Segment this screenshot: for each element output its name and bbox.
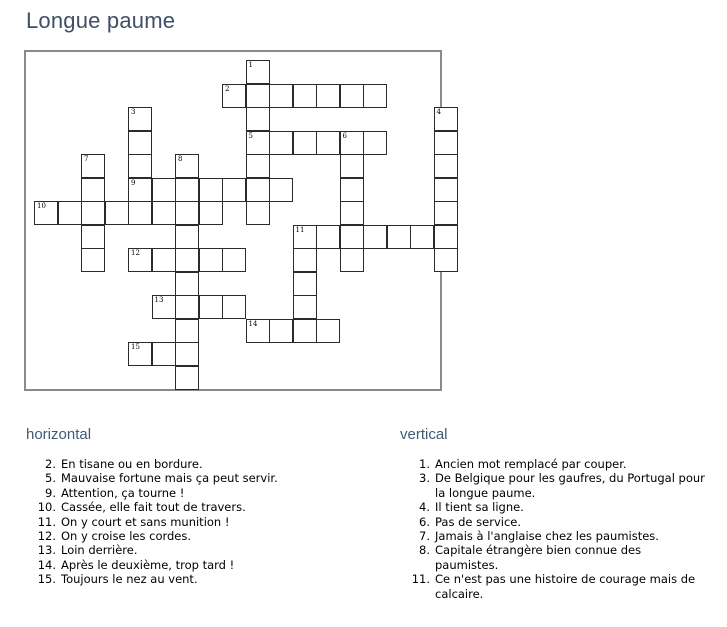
clue-number: 13. <box>37 543 56 558</box>
grid-cell[interactable] <box>316 225 340 249</box>
clue-item <box>26 558 356 572</box>
grid-cell[interactable] <box>293 319 317 343</box>
grid-cell[interactable] <box>246 319 270 343</box>
cell-number: 1 <box>248 61 253 69</box>
grid-cell[interactable] <box>434 154 458 178</box>
clue-number: 11. <box>411 572 430 587</box>
grid-cell[interactable] <box>175 366 199 390</box>
grid-cell[interactable] <box>175 272 199 296</box>
grid-cell[interactable] <box>152 178 176 202</box>
clue-text: Jamais à l'anglaise chez les paumistes. <box>435 529 659 544</box>
clue-text: Toujours le nez au vent. <box>61 572 198 587</box>
clue-item <box>26 515 356 529</box>
grid-cell[interactable] <box>316 319 340 343</box>
grid-cell[interactable] <box>363 131 387 155</box>
grid-cell[interactable] <box>316 131 340 155</box>
grid-cell[interactable] <box>246 107 270 131</box>
grid-cell[interactable] <box>128 178 152 202</box>
grid-cell[interactable] <box>58 201 82 225</box>
clue-text: Après le deuxième, trop tard ! <box>61 557 235 572</box>
grid-cell[interactable] <box>246 178 270 202</box>
grid-cell[interactable] <box>340 178 364 202</box>
grid-cell[interactable] <box>175 225 199 249</box>
grid-cell[interactable] <box>340 154 364 178</box>
cell-number: 13 <box>154 296 164 304</box>
clue-item <box>26 471 356 485</box>
cell-number: 3 <box>131 108 136 116</box>
grid-cell[interactable] <box>222 295 246 319</box>
clue-item <box>26 486 356 500</box>
grid-cell[interactable] <box>175 342 199 366</box>
grid-cell[interactable] <box>128 342 152 366</box>
grid-cell[interactable] <box>222 178 246 202</box>
clue-number: 10. <box>37 500 56 515</box>
clue-text: Cassée, elle fait tout de travers. <box>61 500 246 515</box>
grid-cell[interactable] <box>128 201 152 225</box>
grid-cell[interactable] <box>316 84 340 108</box>
grid-cell[interactable] <box>363 225 387 249</box>
clue-item <box>400 500 705 514</box>
clue-number: 1. <box>419 457 430 471</box>
grid-cell[interactable] <box>269 319 293 343</box>
grid-cell[interactable] <box>246 131 270 155</box>
clue-item <box>26 457 356 471</box>
grid-cell[interactable] <box>199 248 223 272</box>
clue-text: Ce n'est pas une histoire de courage mais de calcaire. <box>435 572 696 601</box>
clue-number: 7. <box>419 529 430 544</box>
grid-cell[interactable] <box>128 154 152 178</box>
grid-cell[interactable] <box>152 342 176 366</box>
clue-number: 3. <box>419 471 430 486</box>
cell-number: 9 <box>131 178 136 187</box>
grid-cell[interactable] <box>34 201 58 225</box>
grid-cell[interactable] <box>293 272 317 296</box>
grid-cell[interactable] <box>128 107 152 131</box>
grid-cell[interactable] <box>81 154 105 178</box>
grid-cell[interactable] <box>246 84 270 108</box>
grid-cell[interactable] <box>175 319 199 343</box>
grid-cell[interactable] <box>246 60 270 84</box>
cell-number: 15 <box>131 343 140 351</box>
grid-cell[interactable] <box>387 225 411 249</box>
grid-cell[interactable] <box>434 131 458 155</box>
clue-text: En tisane ou en bordure. <box>61 457 203 471</box>
grid-cell[interactable] <box>199 178 223 202</box>
cell-number: 11 <box>295 225 305 234</box>
cell-number: 4 <box>436 108 441 116</box>
grid-cell[interactable] <box>434 201 458 225</box>
grid-cell[interactable] <box>434 178 458 202</box>
grid-cell[interactable] <box>152 248 176 272</box>
cell-number: 8 <box>178 155 183 163</box>
cell-number: 2 <box>225 84 230 93</box>
grid-cell[interactable] <box>152 295 176 319</box>
grid-cell[interactable] <box>199 295 223 319</box>
clue-item <box>26 500 356 514</box>
clue-number: 12. <box>37 529 56 544</box>
grid-cell[interactable] <box>434 225 458 249</box>
clue-text: On y croise les cordes. <box>61 529 192 544</box>
grid-cell[interactable] <box>340 84 364 108</box>
horizontal-clues <box>26 426 356 587</box>
clue-text: Capitale étrangère bien connue des paumistes. <box>435 543 642 572</box>
grid-cell[interactable] <box>81 248 105 272</box>
grid-cell[interactable] <box>175 248 199 272</box>
grid-cell[interactable] <box>222 84 246 108</box>
grid-cell[interactable] <box>175 178 199 202</box>
clue-text: Mauvaise fortune mais ça peut servir. <box>61 471 278 486</box>
grid-cell[interactable] <box>340 201 364 225</box>
grid-cell[interactable] <box>340 225 364 249</box>
grid-cell[interactable] <box>340 248 364 272</box>
clue-item <box>400 529 705 543</box>
grid-cell[interactable] <box>175 201 199 225</box>
clue-text: Ancien mot remplacé par couper. <box>435 457 627 471</box>
clue-number: 9. <box>45 485 56 500</box>
grid-cell[interactable] <box>222 248 246 272</box>
clue-text: Pas de service. <box>435 514 521 529</box>
clue-text: On y court et sans munition ! <box>61 514 230 529</box>
clue-text: Loin derrière. <box>61 543 138 558</box>
grid-cell[interactable] <box>152 201 176 225</box>
puzzle-title: Longue paume <box>26 8 176 33</box>
grid-cell[interactable] <box>293 248 317 272</box>
clue-item <box>26 529 356 543</box>
grid-cell[interactable] <box>128 131 152 155</box>
grid-cell[interactable] <box>175 295 199 319</box>
clue-number: 14. <box>37 557 56 572</box>
grid-cell[interactable] <box>175 154 199 178</box>
clue-number: 4. <box>419 500 430 515</box>
clue-item <box>400 543 705 572</box>
cell-number: 10 <box>37 202 46 210</box>
grid-cell[interactable] <box>293 131 317 155</box>
cell-number: 5 <box>248 131 253 140</box>
clue-number: 11. <box>37 514 56 529</box>
grid-cell[interactable] <box>246 154 270 178</box>
horizontal-heading: horizontal <box>26 426 92 443</box>
cell-number: 12 <box>131 249 140 257</box>
grid-cell[interactable] <box>128 248 152 272</box>
clue-item <box>400 572 705 601</box>
clue-text: De Belgique pour les gaufres, du Portugal pour la longue paume. <box>435 471 705 500</box>
cell-number: 7 <box>84 155 89 163</box>
grid-cell[interactable] <box>293 225 317 249</box>
clue-item <box>400 515 705 529</box>
grid-cell[interactable] <box>269 178 293 202</box>
grid-cell[interactable] <box>340 131 364 155</box>
grid-cell[interactable] <box>293 295 317 319</box>
clue-number: 15. <box>37 572 56 587</box>
grid-cell[interactable] <box>363 84 387 108</box>
grid-cell[interactable] <box>269 131 293 155</box>
clue-number: 5. <box>45 471 56 486</box>
grid-cell[interactable] <box>246 201 270 225</box>
grid-cell[interactable] <box>81 225 105 249</box>
grid-cell[interactable] <box>410 225 434 249</box>
grid-cell[interactable] <box>81 201 105 225</box>
cell-number: 6 <box>342 131 347 140</box>
clue-item <box>26 543 356 557</box>
grid-cell[interactable] <box>269 84 293 108</box>
cell-number: 14 <box>248 319 258 328</box>
grid-cell[interactable] <box>293 84 317 108</box>
vertical-heading: vertical <box>400 426 448 443</box>
grid-cell[interactable] <box>105 201 129 225</box>
clue-number: 8. <box>419 543 430 558</box>
clue-item <box>400 471 705 500</box>
clue-item <box>26 572 356 586</box>
clue-text: Il tient sa ligne. <box>435 500 524 515</box>
clue-item <box>400 457 705 471</box>
clue-text: Attention, ça tourne ! <box>61 485 185 500</box>
clue-number: 6. <box>419 514 430 529</box>
grid-cell[interactable] <box>434 248 458 272</box>
vertical-clues <box>400 426 705 601</box>
clue-number: 2. <box>45 457 56 471</box>
grid-cell[interactable] <box>81 178 105 202</box>
grid-cell[interactable] <box>434 107 458 131</box>
grid-cell[interactable] <box>199 201 223 225</box>
crossword-grid <box>24 50 442 391</box>
